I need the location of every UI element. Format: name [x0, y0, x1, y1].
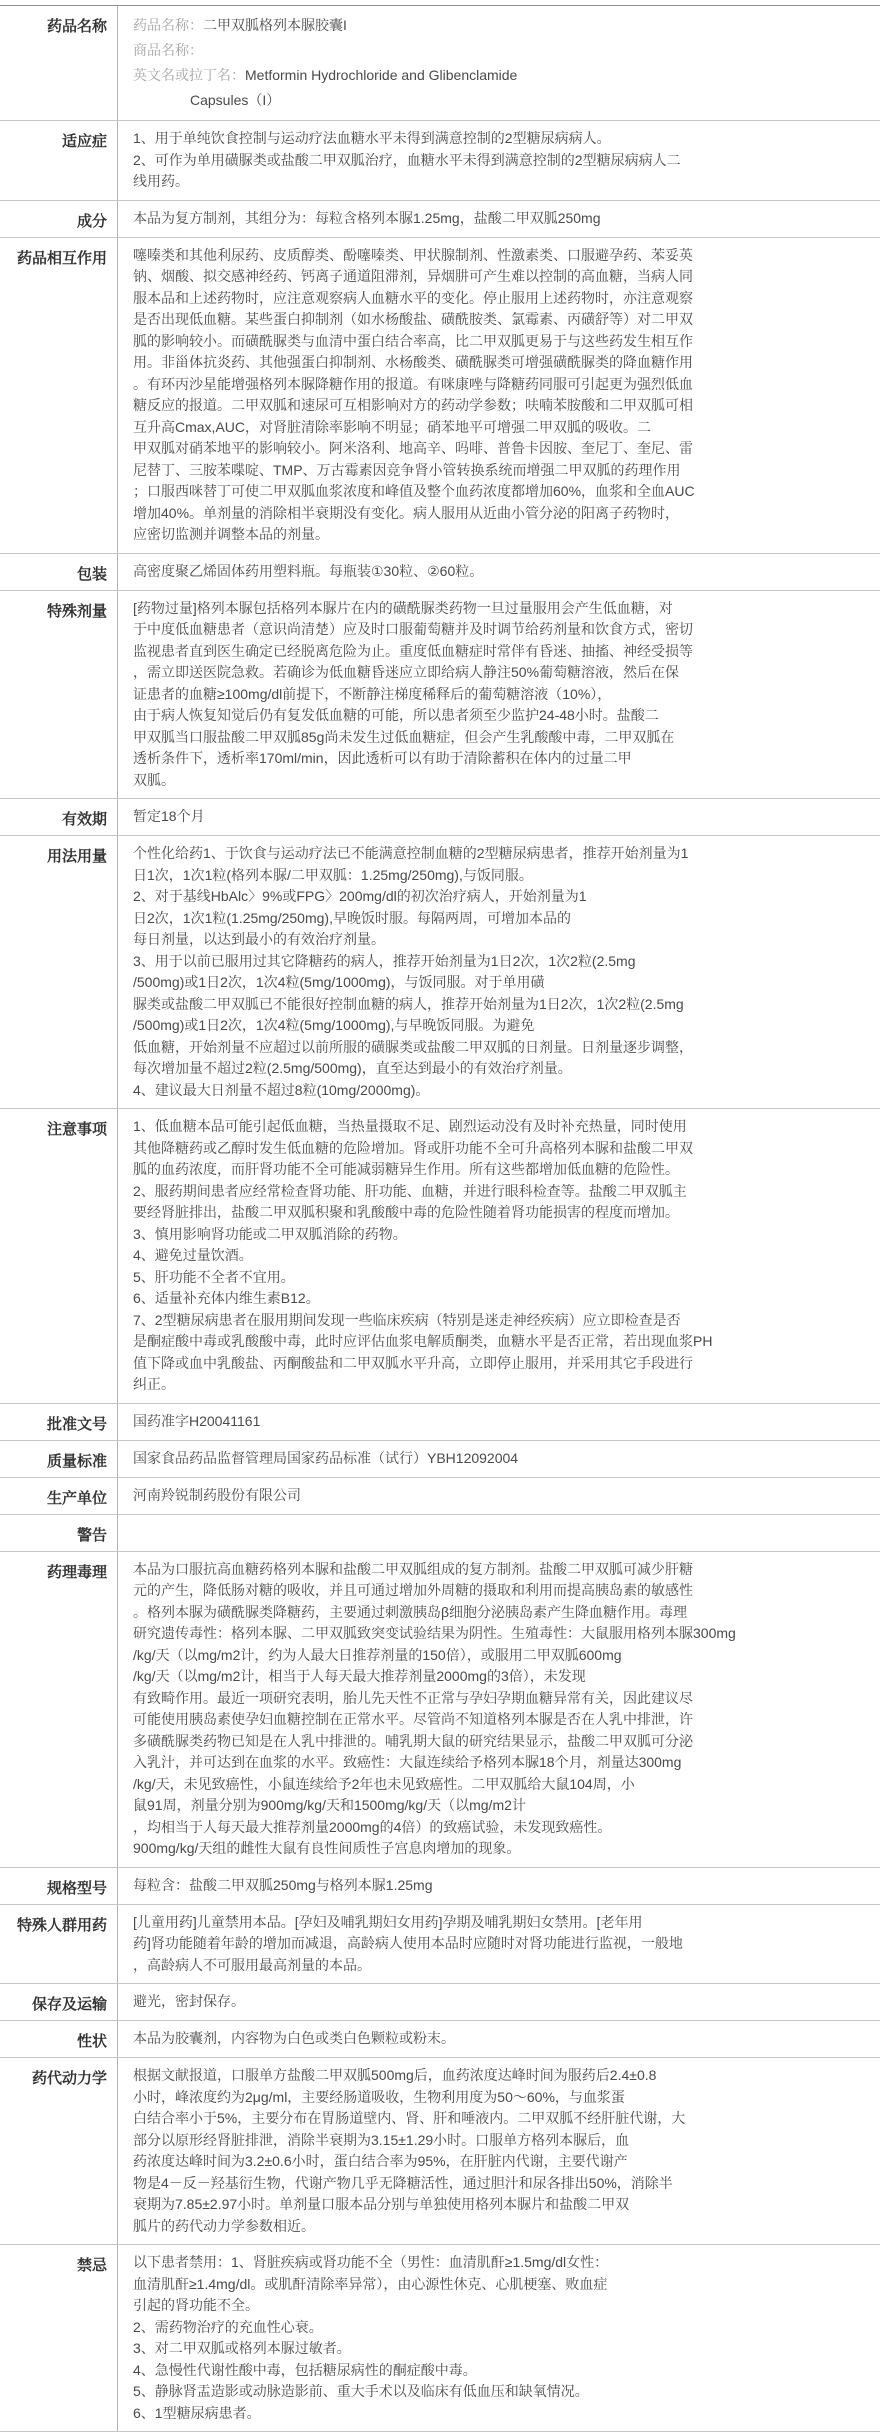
content-line: 值下降或血中乳酸盐、丙酮酸盐和二甲双胍水平升高，立即停止服用，并采用其它手段进行: [133, 1354, 693, 1371]
content-line: 应密切监测并调整本品的剂量。: [133, 526, 329, 542]
content-line: 河南羚锐制药股份有限公司: [133, 1486, 301, 1503]
table-row: [0, 2058, 880, 2245]
content-line: 日2次，1次1粒(1.25mg/250mg),早晚饭时服。每隔两周，可增加本品的: [133, 909, 571, 926]
content-line: [儿童用药]儿童禁用本品。[孕妇及哺乳期妇女用药]孕期及哺乳期妇女禁用。[老年用: [133, 1913, 643, 1930]
field-key: 英文名或拉丁名：: [133, 67, 245, 83]
content-line: /500mg)或1日2次，1次4粒(5mg/1000mg),与早晚饭同服。为避免: [133, 1017, 535, 1033]
row-content: [118, 554, 880, 590]
row-content: [118, 1109, 880, 1403]
row-content: [118, 238, 880, 553]
content-line: 每日剂量，以达到最小的有效治疗剂量。: [133, 931, 385, 947]
row-content: [118, 1441, 880, 1477]
table-row: [0, 1868, 880, 1905]
row-content: [118, 1868, 880, 1904]
content-line: 。有环丙沙星能增强格列本脲降糖作用的报道。有咪康唑与降糖药同服可引起更为强烈低血: [133, 375, 693, 392]
table-row: [0, 1984, 880, 2021]
content-line: 2、对于基线HbAlc〉9%或FPG〉200mg/dl的初次治疗病人，开始剂量为1: [133, 888, 587, 904]
row-label: 特殊人群用药: [0, 1905, 118, 1984]
content-line: 2、可作为单用磺脲类或盐酸二甲双胍治疗，血糖水平未得到满意控制的2型糖尿病病人二: [133, 151, 681, 168]
table-row: [0, 1109, 880, 1404]
row-content: [118, 799, 880, 835]
content-line: 用。非甾体抗炎药、其他强蛋白抑制剂、水杨酸类、磺酰脲类可增强磺酰脲类的降血糖作用: [133, 354, 693, 370]
content-line: 服本品和上述药物时，应注意观察病人血糖水平的变化。停止服用上述药物时，亦注意观察: [133, 289, 693, 306]
content-line: 个性化给药1、于饮食与运动疗法已不能满意控制血糖的2型糖尿病患者，推荐开始剂量为1: [133, 845, 689, 861]
field-value: 二甲双胍格列本脲胶囊I: [203, 17, 347, 33]
content-line: 6、1型糖尿病患者。: [133, 2404, 261, 2421]
content-line: 研究遗传毒性：格列本脲、二甲双胍致突变试验结果为阴性。生殖毒性：大鼠服用格列本脲300mg: [133, 1625, 736, 1641]
content-line: ，均相当于人每天最大推荐剂量2000mg的4倍）的致癌试验，未发现致癌性。: [133, 1818, 612, 1835]
content-line: 白结合率小于5%，主要分布在胃肠道壁内、肾、肝和唾液内。二甲双胍不经肝脏代谢，大: [133, 2110, 686, 2126]
content-line: 900mg/kg/天组的雌性大鼠有良性间质性子宫息肉增加的现象。: [133, 1840, 521, 1856]
table-row: [0, 1552, 880, 1868]
row-label: 质量标准: [0, 1441, 118, 1477]
table-row: [0, 238, 880, 554]
content-line: 3、用于以前已服用过其它降糖药的病人，推荐开始剂量为1日2次，1次2粒(2.5mg: [133, 952, 636, 969]
content-line: 元的产生，降低肠对糖的吸收，并且可通过增加外周糖的摄取和利用而提高胰岛素的敏感性: [133, 1582, 693, 1598]
row-content: [118, 1984, 880, 2020]
content-line: 由于病人恢复知觉后仍有复发低血糖的可能，所以患者须至少监护24-48小时。盐酸二: [133, 707, 659, 723]
content-line: 物是4－反－羟基衍生物，代谢产物几乎无降糖活性，通过胆汁和尿各排出50%，消除半: [133, 2174, 673, 2191]
content-line: 胍的影响较小。而磺酰脲类与血清中蛋白结合率高，比二甲双胍更易于与这些药发生相互作: [133, 332, 693, 349]
row-label: 性状: [0, 2021, 118, 2057]
content-line: 胍的血药浓度，而肝肾功能不全可能减弱糖异生作用。所有这些都增加低血糖的危险性。: [133, 1161, 679, 1177]
content-line: 5、肝功能不全者不宜用。: [133, 1268, 295, 1285]
field-value: Metformin Hydrochloride and Glibenclamide: [245, 67, 518, 83]
content-line: 4、避免过量饮酒。: [133, 1247, 253, 1263]
content-line: [药物过量]格列本脲包括格列本脲片在内的磺酰脲类药物一旦过量服用会产生低血糖，对: [133, 599, 673, 616]
row-label: 药品名称: [0, 6, 118, 120]
row-label: 批准文号: [0, 1404, 118, 1440]
table-row: [0, 591, 880, 800]
content-line: 6、适量补充体内维生素B12。: [133, 1290, 320, 1306]
row-content: [118, 1515, 880, 1551]
content-line: 国家食品药品监督管理局国家药品标准（试行）YBH12092004: [133, 1449, 519, 1466]
name-pair-line: [133, 63, 844, 88]
content-line: 糖反应的报道。二甲双胍和速尿可互相影响对方的药动学参数；呋喃苯胺酸和二甲双胍可相: [133, 397, 693, 413]
table-row: [0, 1515, 880, 1552]
row-label: 禁忌: [0, 2245, 118, 2431]
row-content: [118, 591, 880, 799]
content-line: 低血糖，开始剂量不应超过以前所服的磺脲类或盐酸二甲双胍的日剂量。日剂量逐步调整，: [133, 1038, 693, 1055]
row-content: [118, 1404, 880, 1440]
row-label: 特殊剂量: [0, 591, 118, 799]
field-key: 商品名称：: [133, 42, 203, 58]
content-line: 1、用于单纯饮食控制与运动疗法血糖水平未得到满意控制的2型糖尿病病人。: [133, 130, 611, 146]
content-line: 透析条件下，透析率170ml/min，因此透析可以有助于清除蓄积在体内的过量二甲: [133, 750, 632, 766]
row-label: 规格型号: [0, 1868, 118, 1904]
table-row: [0, 2245, 880, 2432]
content-line: 线用药。: [133, 173, 189, 189]
row-label: 适应症: [0, 121, 118, 200]
content-line: 2、需药物治疗的充血性心衰。: [133, 2318, 323, 2335]
content-line: 入乳汁，并可达到在血浆的水平。致癌性：大鼠连续给予格列本脲18个月，剂量达300mg: [133, 1754, 682, 1770]
table-row: [0, 799, 880, 836]
table-row: [0, 201, 880, 238]
row-content: [118, 121, 880, 200]
content-line: 3、对二甲双胍或格列本脲过敏者。: [133, 2340, 351, 2356]
content-line: 。格列本脲为磺酰脲类降糖药，主要通过刺激胰岛β细胞分泌胰岛素产生降血糖作用。毒理: [133, 1603, 688, 1620]
content-line: 4、建议最大日剂量不超过8粒(10mg/2000mg)。: [133, 1081, 430, 1098]
content-line: ；口服西咪替丁可使二甲双胍血浆浓度和峰值及整个血药浓度都增加60%，血浆和全血AUC: [133, 483, 695, 499]
row-content: [118, 1905, 880, 1984]
content-line: 部分以原形经肾脏排泄，消除半衰期为3.15±1.29小时。口服单方格列本脲后，血: [133, 2131, 630, 2148]
content-line: ，需立即送医院急救。若确诊为低血糖昏迷应立即给病人静注50%葡萄糖溶液，然后在保: [133, 664, 680, 680]
content-line: 证患者的血糖≥100mg/dl前提下，不断静注梯度稀释后的葡萄糖溶液（10%），: [133, 685, 612, 702]
content-line: 有致畸作用。最近一项研究表明，胎儿先天性不正常与孕妇孕期血糖异常有关，因此建议尽: [133, 1689, 693, 1706]
content-line: 本品为胶囊剂，内容物为白色或类白色颗粒或粉末。: [133, 2030, 455, 2046]
row-label: 生产单位: [0, 1478, 118, 1514]
content-line: 要经肾脏排出，盐酸二甲双胍积聚和乳酸酸中毒的危险性随着肾功能损害的程度而增加。: [133, 1204, 679, 1220]
content-line: 双胍。: [133, 771, 175, 788]
content-line: /500mg)或1日2次，1次4粒(5mg/1000mg)，与饭同服。对于单用磺: [133, 974, 545, 990]
content-line: 可能使用胰岛素使孕妇血糖控制在正常水平。尽管尚不知道格列本脲是否在人乳中排泄，许: [133, 1711, 693, 1727]
row-content: [118, 1478, 880, 1514]
content-line: 2、服药期间患者应经常检查肾功能、肝功能、血糖，并进行眼科检查等。盐酸二甲双胍主: [133, 1182, 687, 1199]
table-row: [0, 1905, 880, 1985]
content-line: 纠正。: [133, 1376, 175, 1392]
name-pair-line: [133, 13, 844, 38]
content-line: 1、低血糖本品可能引起低血糖，当热量摄取不足、剧烈运动没有及时补充热量，同时使用: [133, 1118, 687, 1134]
content-line: 暂定18个月: [133, 808, 205, 824]
row-content: [118, 201, 880, 237]
table-row: [0, 121, 880, 201]
content-line: 4、急慢性代谢性酸中毒，包括糖尿病性的酮症酸中毒。: [133, 2361, 477, 2378]
row-content: [118, 2058, 880, 2244]
row-label: 包装: [0, 554, 118, 590]
content-line: 胍片的药代动力学参数相近。: [133, 2217, 315, 2234]
row-label: 药代动力学: [0, 2058, 118, 2244]
row-content: [118, 2021, 880, 2057]
table-row: [0, 6, 880, 121]
table-row: [0, 1478, 880, 1515]
content-line: /kg/天（以mg/m2计，相当于人每天最大推荐剂量2000mg的3倍），未发现: [133, 1668, 586, 1684]
drug-info-table: [0, 5, 880, 2432]
content-line: 互升高Cmax,AUC，对肾脏清除率影响不明显；硝苯地平可增强二甲双胍的吸收。二: [133, 418, 652, 435]
content-line: 国药准字H20041161: [133, 1412, 261, 1429]
content-line: 于中度低血糖患者（意识尚清楚）应及时口服葡萄糖并及时调节给药剂量和饮食方式，密切: [133, 621, 693, 637]
content-line: 每次增加量不超过2粒(2.5mg/500mg)，直至达到最小的有效治疗剂量。: [133, 1060, 572, 1076]
content-line: 药浓度达峰时间为3.2±0.6小时，蛋白结合率为95%，在肝脏内代谢，主要代谢产: [133, 2153, 628, 2169]
content-line: 高密度聚乙烯固体药用塑料瓶。每瓶装①30粒、②60粒。: [133, 562, 484, 579]
row-label: 用法用量: [0, 836, 118, 1108]
content-line: 监视患者直到医生确定已经脱离危险为止。重度低血糖症时常伴有昏迷、抽搐、神经受损等: [133, 642, 693, 659]
content-line: 增加40%。单剂量的消除相半衰期没有变化。病人服用从近曲小管分泌的阳离子药物时，: [133, 504, 680, 521]
row-label: 保存及运输: [0, 1984, 118, 2020]
content-line: 衰期为7.85±2.97小时。单剂量口服本品分别与单独使用格列本脲片和盐酸二甲双: [133, 2196, 630, 2212]
table-row: [0, 1441, 880, 1478]
content-line: 7、2型糖尿病患者在服用期间发现一些临床疾病（特别是迷走神经疾病）应立即检查是否: [133, 1311, 681, 1328]
row-content: [118, 836, 880, 1108]
name-pair-line: [133, 38, 844, 63]
content-line: /kg/天（以mg/m2计，约为人最大日推荐剂量的150倍），或服用二甲双胍600mg: [133, 1646, 622, 1663]
row-label: 有效期: [0, 799, 118, 835]
row-label: 药理毒理: [0, 1552, 118, 1867]
content-line: 甲双胍当口服盐酸二甲双胍85g尚未发生过低血糖症，但会产生乳酸酸中毒，二甲双胍在: [133, 728, 675, 745]
name-pair-line: [133, 88, 844, 113]
row-label: 药品相互作用: [0, 238, 118, 553]
content-line: 甲双胍对硝苯地平的影响较小。阿米洛利、地高辛、吗啡、普鲁卡因胺、奎尼丁、奎尼、雷: [133, 440, 693, 456]
table-row: [0, 1404, 880, 1441]
content-line: 本品为复方制剂，其组分为：每粒含格列本脲1.25mg，盐酸二甲双胍250mg: [133, 209, 601, 226]
row-content: [118, 1552, 880, 1867]
field-key: 药品名称：: [133, 17, 203, 33]
content-line: 小时，峰浓度约为2μg/ml，主要经肠道吸收，生物利用度为50～60%，与血浆蛋: [133, 2088, 625, 2105]
row-label: 成分: [0, 201, 118, 237]
content-line: 脲类或盐酸二甲双胍已不能很好控制血糖的病人，推荐开始剂量为1日2次，1次2粒(2.5mg: [133, 995, 684, 1012]
row-label: 警告: [0, 1515, 118, 1551]
content-line: 本品为口服抗高血糖药格列本脲和盐酸二甲双胍组成的复方制剂。盐酸二甲双胍可减少肝糖: [133, 1560, 693, 1577]
content-line: 避光，密封保存。: [133, 1993, 245, 2009]
row-content: [118, 2245, 880, 2431]
content-line: /kg/天，未见致癌性，小鼠连续给予2年也未见致癌性。二甲双胍给大鼠104周，小: [133, 1775, 635, 1792]
content-line: 药]肾功能随着年龄的增加而减退，高龄病人使用本品时应随时对肾功能进行监视，一般地: [133, 1935, 683, 1951]
content-line: 3、慎用影响肾功能或二甲双胍消除的药物。: [133, 1225, 407, 1242]
table-row: [0, 554, 880, 591]
row-label: 注意事项: [0, 1109, 118, 1403]
content-line: 钠、烟酸、拟交感神经药、钙离子通道阻滞剂，异烟肼可产生难以控制的高血糖，当病人同: [133, 268, 693, 284]
row-content: [118, 6, 880, 120]
content-line: 其他降糖药或乙醇时发生低血糖的危险增加。肾或肝功能不全可升高格列本脲和盐酸二甲双: [133, 1139, 693, 1156]
field-value: Capsules（I）: [190, 92, 281, 108]
content-line: 以下患者禁用：1、肾脏疾病或肾功能不全（男性：血清肌酐≥1.5mg/dl女性：: [133, 2254, 609, 2270]
content-line: 血清肌酐≥1.4mg/dl。或肌酐清除率异常），由心源性休克、心肌梗塞、败血症: [133, 2275, 608, 2292]
content-line: 5、静脉肾盂造影或动脉造影前、重大手术以及临床有低血压和缺氧情况。: [133, 2383, 589, 2399]
content-line: 根据文献报道，口服单方盐酸二甲双胍500mg后，血药浓度达峰时间为服药后2.4±0.8: [133, 2067, 657, 2083]
table-row: [0, 2021, 880, 2058]
content-line: 噻嗪类和其他利尿药、皮质醇类、酚噻嗪类、甲状腺制剂、性激素类、口服避孕药、苯妥英: [133, 246, 693, 263]
content-line: ，高龄病人不可服用最高剂量的本品。: [133, 1956, 371, 1973]
content-line: 是酮症酸中毒或乳酸酸中毒，此时应评估血浆电解质酮类，血糖水平是否正常，若出现血浆PH: [133, 1333, 713, 1349]
table-row: [0, 836, 880, 1109]
content-line: 鼠91周，剂量分别为900mg/kg/天和1500mg/kg/天（以mg/m2计: [133, 1797, 526, 1813]
content-line: 尼替丁、三胺苯喋啶、TMP、万古霉素因竞争肾小管转换系统而增强二甲双胍的药理作用: [133, 461, 681, 478]
content-line: 每粒含：盐酸二甲双胍250mg与格列本脲1.25mg: [133, 1876, 433, 1893]
content-line: 是否出现低血糖。某些蛋白抑制剂（如水杨酸盐、磺酰胺类、氯霉素、丙磺舒等）对二甲双: [133, 311, 693, 327]
content-line: 日1次，1次1粒(格列本脲/二甲双胍：1.25mg/250mg),与饭同服。: [133, 866, 533, 883]
content-line: 多磺酰脲类药物已知是在人乳中排泄的。哺乳期大鼠的研究结果显示，盐酸二甲双胍可分泌: [133, 1732, 693, 1749]
content-line: 引起的肾功能不全。: [133, 2297, 259, 2313]
